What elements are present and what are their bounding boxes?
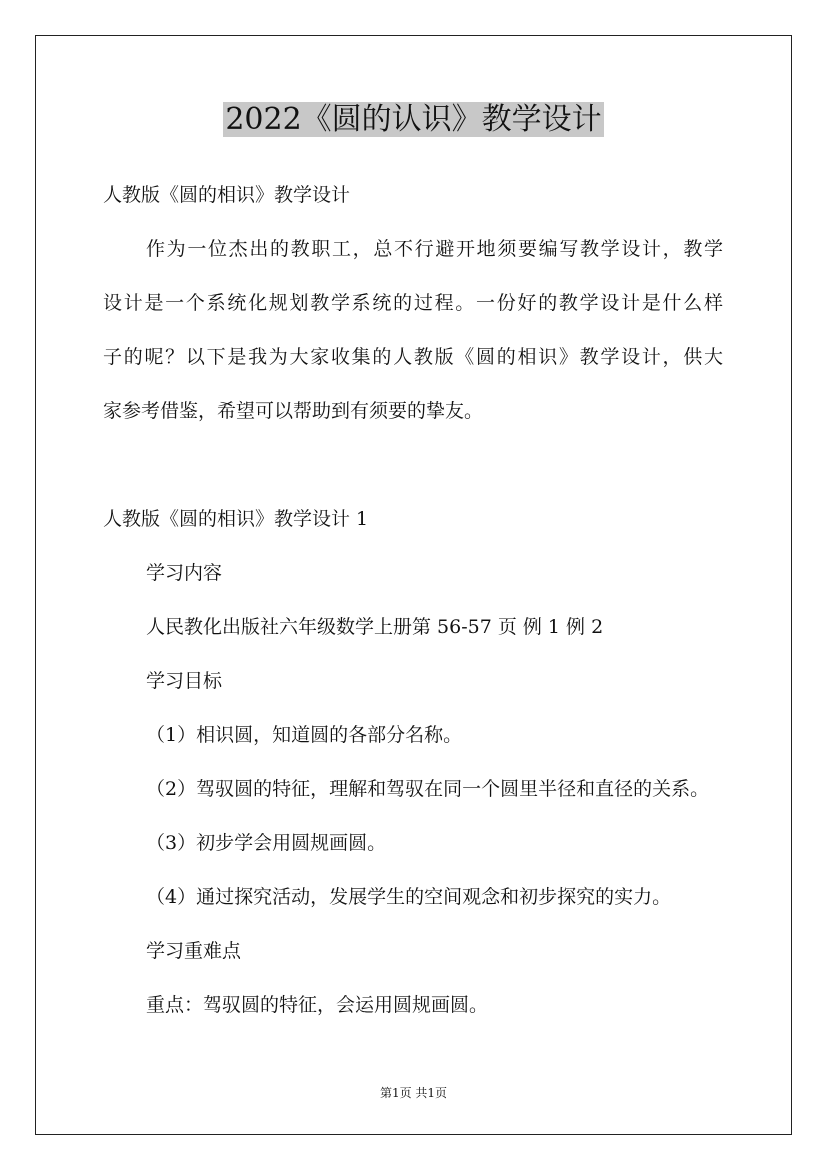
section-title: 人教版《圆的相识》教学设计 1: [103, 508, 369, 530]
content-heading: 学习内容: [146, 562, 223, 584]
goal-item-3: （3）初步学会用圆规画圆。: [146, 832, 387, 854]
intro-line-4: 家参考借鉴，希望可以帮助到有须要的挚友。: [103, 400, 484, 422]
intro-line-3: 子的呢？以下是我为大家收集的人教版《圆的相识》教学设计，供大: [103, 346, 723, 368]
document-title-text: 2022《圆的认识》教学设计: [225, 102, 602, 137]
key-text: 重点：驾驭圆的特征，会运用圆规画圆。: [146, 994, 489, 1016]
intro-line-2: 设计是一个系统化规划教学系统的过程。一份好的教学设计是什么样: [103, 292, 723, 314]
document-subtitle: 人教版《圆的相识》教学设计: [103, 184, 351, 206]
goals-heading: 学习目标: [146, 670, 223, 692]
page-footer: 第1页 共1页: [379, 1086, 448, 1100]
goal-item-2: （2）驾驭圆的特征，理解和驾驭在同一个圆里半径和直径的关系。: [146, 778, 710, 800]
goal-item-1: （1）相识圆，知道圆的各部分名称。: [146, 724, 463, 746]
goal-item-4: （4）通过探究活动，发展学生的空间观念和初步探究的实力。: [146, 886, 672, 908]
key-heading: 学习重难点: [146, 940, 242, 962]
intro-line-1: 作为一位杰出的教职工，总不行避开地须要编写教学设计，教学: [146, 238, 723, 260]
content-text: 人民教化出版社六年级数学上册第 56-57 页 例 1 例 2: [146, 616, 604, 638]
document-title: [0, 100, 827, 140]
